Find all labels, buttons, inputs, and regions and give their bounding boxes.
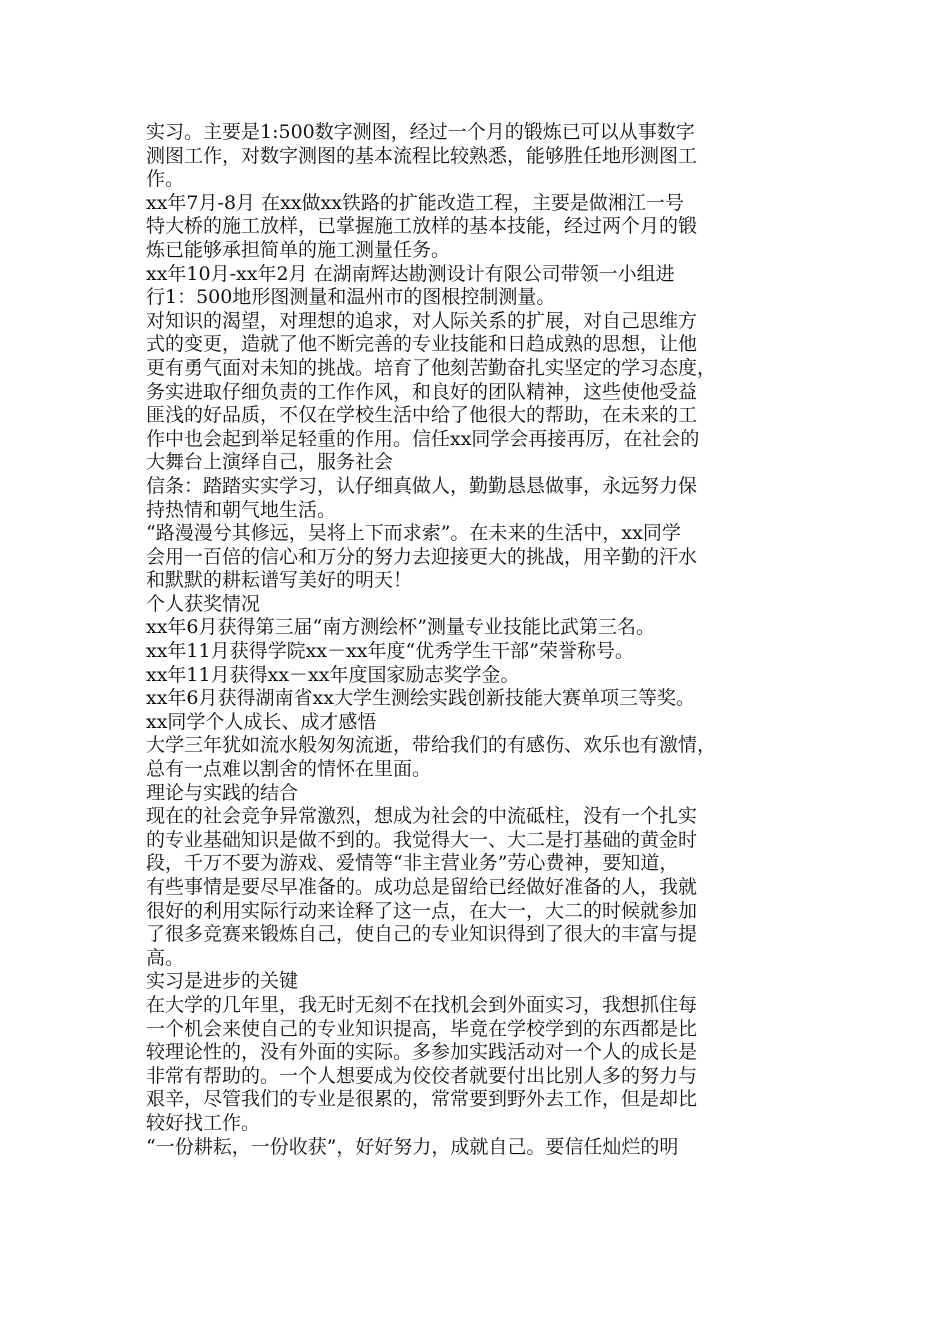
text-line: 炼已能够承担简单的施工测量任务。 — [146, 238, 451, 261]
text-line: 匪浅的好品质，不仅在学校生活中给了他很大的帮助，在未来的工 — [146, 404, 698, 427]
text-line: 高。 — [146, 946, 185, 969]
text-line: 有些事情是要尽早准备的。成功总是留给已经做好准备的人，我就 — [146, 876, 698, 898]
text-line: 作。 — [146, 168, 185, 191]
text-line: xx年7月-8月 在xx做xx铁路的扩能改造工程，主要是做湘江一号 — [146, 191, 684, 214]
section-heading: xx同学个人成长、成才感悟 — [146, 710, 377, 733]
text-line: 大学三年犹如流水般匆匆流逝，带给我们的有感伤、欢乐也有激情， — [146, 734, 717, 757]
text-line: 作中也会起到举足轻重的作用。信任xx同学会再接再厉，在社会的 — [146, 427, 700, 450]
text-line: 持热情和朝气地生活。 — [146, 498, 337, 521]
text-line: 在大学的几年里，我无时无刻不在找机会到外面实习，我想抓住每 — [146, 993, 698, 1016]
text-line: 对知识的渴望，对理想的追求，对人际关系的扩展，对自己思维方 — [146, 309, 698, 332]
text-line: 会用一百倍的信心和万分的努力去迎接更大的挑战，用辛勤的汗水 — [146, 545, 698, 568]
award-item: xx年6月获得第三届“南方测绘杯”测量专业技能比武第三名。 — [146, 616, 655, 639]
text-line: 式的变更，造就了他不断完善的专业技能和日趋成熟的思想，让他 — [146, 333, 698, 356]
text-line: 更有勇气面对未知的挑战。培育了他刻苦勤奋扎实坚定的学习态度， — [146, 356, 717, 379]
text-line: 非常有帮助的。一个人想要成为佼佼者就要付出比别人多的努力与 — [146, 1064, 698, 1087]
text-line: 特大桥的施工放样，已掌握施工放样的基本技能，经过两个月的锻 — [146, 215, 698, 238]
text-line: 实习。主要是1:500数字测图，经过一个月的锻炼已可以从事数字 — [146, 121, 695, 143]
text-line: 很好的利用实际行动来诠释了这一点，在大一，大二的时候就参加 — [146, 899, 698, 922]
section-heading: 理论与实践的结合 — [146, 781, 299, 804]
text-line: 总有一点难以割舍的情怀在里面。 — [146, 758, 432, 781]
section-heading: 实习是进步的关键 — [146, 970, 299, 993]
text-line: xx年10月-xx年2月 在湖南辉达勘测设计有限公司带领一小组进 — [146, 262, 675, 285]
award-item: xx年6月获得湖南省xx大学生测绘实践创新技能大赛单项三等奖。 — [146, 687, 695, 710]
text-line: 和默默的耕耘谱写美好的明天！ — [146, 569, 413, 592]
document-body — [146, 121, 806, 1159]
award-item: xx年11月获得xx－xx年度国家励志奖学金。 — [146, 663, 520, 686]
text-line: 测图工作，对数字测图的基本流程比较熟悉，能够胜任地形测图工 — [146, 144, 698, 167]
award-item: xx年11月获得学院xx－xx年度“优秀学生干部”荣誉称号。 — [146, 640, 634, 663]
text-line: 大舞台上演绎自己，服务社会 — [146, 451, 394, 474]
text-line: 段，千万不要为游戏、爱情等“非主营业务”劳心费神，要知道， — [146, 852, 679, 875]
text-line: 行1：500地形图测量和温州市的图根控制测量。 — [146, 286, 556, 309]
text-line: 艰辛，尽管我们的专业是很累的，常常要到野外去工作，但是却比 — [146, 1088, 698, 1111]
text-line: 务实进取仔细负责的工作作风，和良好的团队精神，这些使他受益 — [146, 380, 698, 403]
text-line: 较好找工作。 — [146, 1111, 261, 1134]
text-line: 信条：踏踏实实学习，认仔细真做人，勤勤恳恳做事，永远努力保 — [146, 474, 698, 497]
text-line: 较理论性的，没有外面的实际。多参加实践活动对一个人的成长是 — [146, 1041, 698, 1064]
text-line: 现在的社会竞争异常激烈，想成为社会的中流砥柱，没有一个扎实 — [146, 805, 698, 828]
text-line: “路漫漫兮其修远，吴将上下而求索”。在未来的生活中，xx同学 — [146, 522, 681, 545]
text-line: 一个机会来使自己的专业知识提高，毕竟在学校学到的东西都是比 — [146, 1017, 698, 1040]
text-line: “一份耕耘，一份收获”，好好努力，成就自己。要信任灿烂的明 — [146, 1135, 679, 1158]
section-heading: 个人获奖情况 — [146, 592, 261, 615]
text-line: 了很多竞赛来锻炼自己，使自己的专业知识得到了很大的丰富与提 — [146, 923, 698, 946]
text-line: 的专业基础知识是做不到的。我觉得大一、大二是打基础的黄金时 — [146, 828, 698, 851]
